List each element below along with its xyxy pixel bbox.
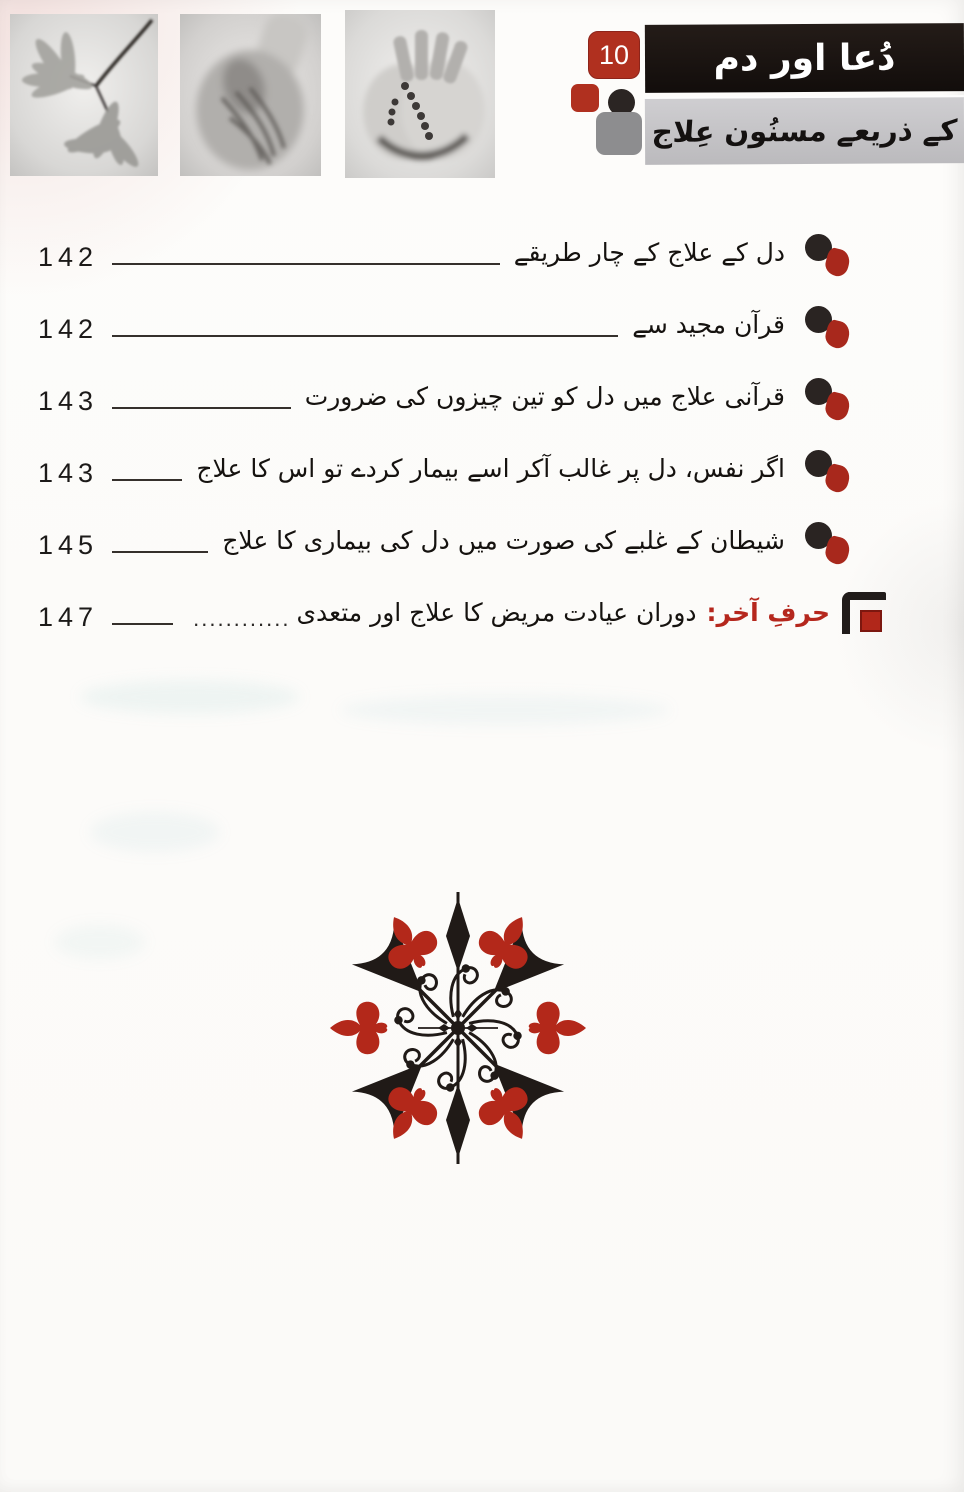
clasped-hands-photo [180, 14, 321, 176]
leader-line [112, 263, 500, 265]
toc-page-number: 147 [38, 601, 99, 632]
chapter-number-badge: 10 [588, 31, 640, 79]
table-of-contents [30, 217, 944, 649]
toc-entry-prefix: حرفِ آخر: [706, 597, 830, 627]
gray-square-decoration [596, 112, 642, 155]
toc-page-number: 142 [38, 241, 99, 272]
toc-page-number: 143 [38, 457, 99, 488]
page-showthrough [340, 695, 670, 725]
toc-entry [30, 217, 944, 289]
ornament-motif [322, 892, 594, 1164]
chapter-subtitle-bar [645, 95, 964, 165]
leader-line [112, 335, 618, 337]
leader-line [112, 407, 291, 409]
leader-line [112, 623, 173, 625]
toc-entry-title: دل کے علاج کے چار طریقے [513, 237, 785, 267]
leader-line [112, 479, 182, 481]
toc-entry-title: قرآنی علاج میں دل کو تین چیزوں کی ضرورت [304, 381, 785, 411]
toc-page-number: 145 [38, 529, 99, 560]
toc-entry [30, 505, 944, 577]
page-showthrough [80, 680, 300, 714]
bullet-icon [799, 445, 849, 493]
toc-entry-title: اگر نفس، دل پر غالب آکر اسے بیمار کردے تو اس کا علاج [196, 453, 785, 483]
leaves-photo [10, 14, 158, 176]
praying-hands-photo [345, 10, 495, 178]
toc-entry-title: قرآن مجید سے [632, 309, 785, 339]
toc-entry-title: دوران عیادت مریض کا علاج اور متعدی [296, 597, 697, 627]
bullet-icon [799, 517, 849, 565]
toc-entry [30, 433, 944, 505]
toc-entry-title: شیطان کے غلبے کی صورت میں دل کی بیماری کا علاج [222, 525, 785, 555]
page-showthrough [55, 925, 145, 959]
chapter-subtitle: کے ذریعے مسنُون عِلاج [650, 113, 959, 149]
toc-entry [30, 289, 944, 361]
chapter-title: دُعا اور دم [713, 37, 896, 79]
red-square-decoration [571, 84, 599, 112]
toc-page-number: 142 [38, 313, 99, 344]
toc-page-number: 143 [38, 385, 99, 416]
dotted-leader: ............ [193, 606, 291, 631]
toc-entry [30, 361, 944, 433]
page-showthrough [90, 812, 220, 852]
bullet-icon [799, 301, 849, 349]
leader-line [112, 551, 208, 553]
toc-entry-final [30, 577, 944, 649]
bullet-icon [799, 373, 849, 421]
section-bullet-icon [842, 592, 884, 634]
chapter-title-bar [645, 23, 964, 93]
bullet-icon [799, 229, 849, 277]
